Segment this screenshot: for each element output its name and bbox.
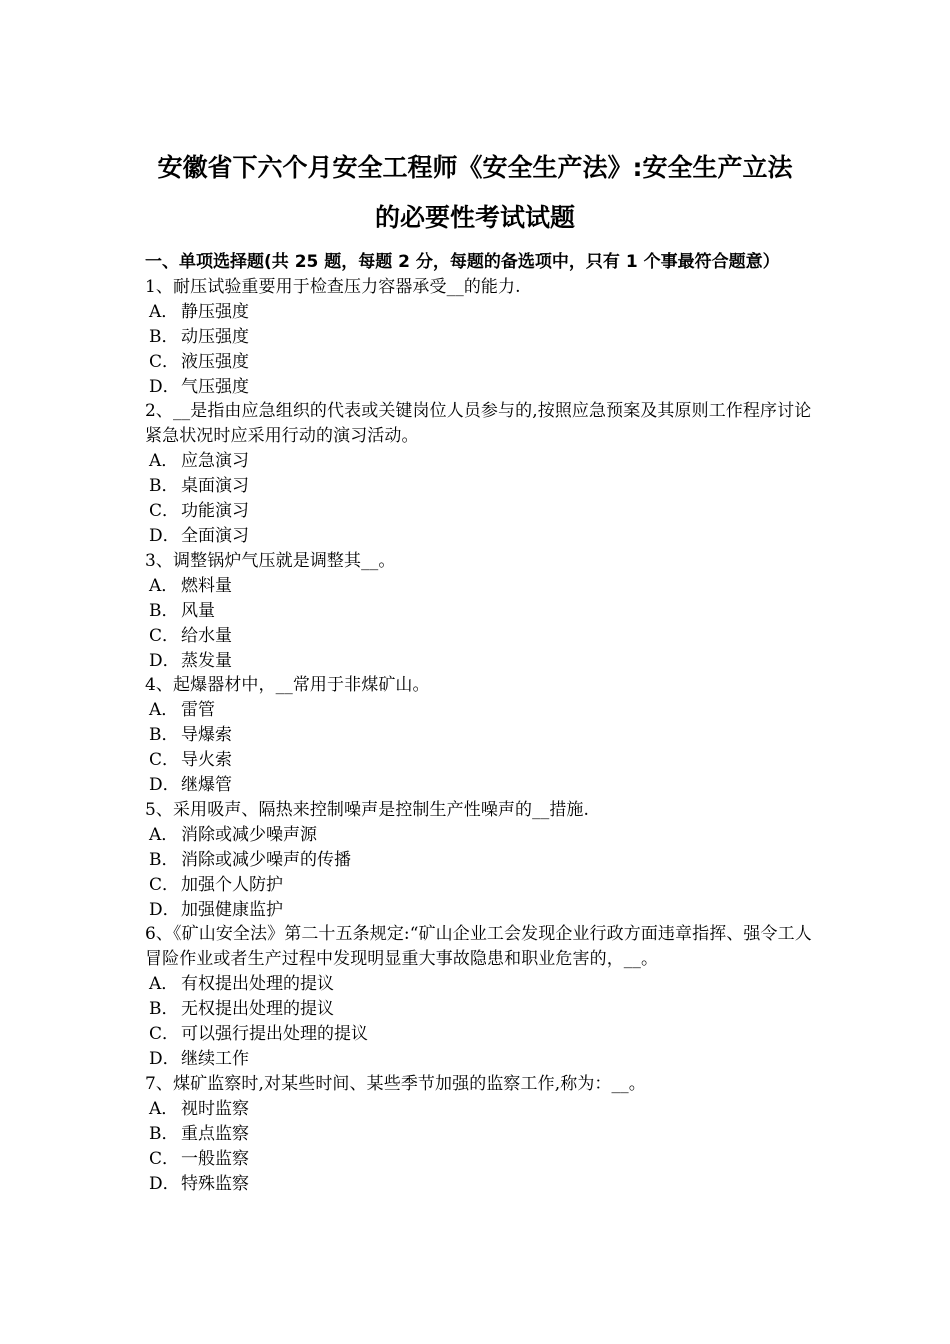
answer-option (145, 748, 825, 773)
option-text: 功能演习 (181, 501, 249, 522)
answer-option (145, 723, 825, 748)
option-text: 继爆管 (181, 775, 232, 796)
option-text: 特殊监察 (181, 1173, 249, 1194)
option-text: 燃料量 (181, 575, 232, 596)
answer-option (145, 898, 825, 923)
document-title-line-1: 安徽省下六个月安全工程师《安全生产法》:安全生产立法 (157, 153, 793, 182)
option-letter: D． (149, 899, 180, 920)
option-text: 消除或减少噪声源 (181, 824, 317, 845)
option-text: 继续工作 (181, 1049, 249, 1069)
option-letter: C． (149, 1024, 180, 1045)
option-letter: D． (149, 525, 180, 546)
option-text: 有权提出处理的提议 (181, 974, 334, 995)
option-text: 桌面演习 (181, 476, 249, 497)
document-content (145, 250, 825, 1196)
question-item (145, 275, 825, 400)
answer-option (145, 300, 825, 325)
option-letter: A． (149, 451, 179, 472)
answer-option (145, 649, 825, 674)
answer-option (145, 474, 825, 499)
option-letter: A． (149, 974, 179, 995)
option-letter: B． (149, 725, 179, 746)
answer-option (145, 1047, 825, 1072)
question-item (145, 549, 825, 674)
option-letter: C． (149, 750, 180, 771)
option-letter: D． (149, 1173, 180, 1194)
answer-option (145, 1097, 825, 1122)
option-text: 气压强度 (181, 376, 249, 397)
option-letter: C． (149, 874, 180, 895)
answer-option (145, 574, 825, 599)
option-letter: D． (149, 775, 180, 796)
question-item (145, 922, 825, 1071)
option-letter: C． (149, 625, 180, 646)
option-text: 应急演习 (181, 451, 249, 472)
answer-option (145, 524, 825, 549)
option-letter: A． (149, 301, 179, 322)
option-letter: C． (149, 501, 180, 522)
option-letter: D． (149, 650, 180, 671)
question-item (145, 1072, 825, 1197)
question-stem: 2、__是指由应急组织的代表或关键岗位人员参与的,按照应急预案及其原则工作程序讨论紧急状况时应采用行动的演习活动。 (145, 401, 812, 447)
option-text: 加强健康监护 (181, 899, 283, 920)
question-item (145, 673, 825, 798)
answer-option (145, 1022, 825, 1047)
option-letter: A． (149, 700, 179, 721)
option-letter: A． (149, 1098, 179, 1119)
option-letter: B． (149, 326, 179, 347)
answer-option (145, 1147, 825, 1172)
answer-option (145, 997, 825, 1022)
option-letter: D． (149, 376, 180, 397)
option-letter: C． (149, 351, 180, 372)
option-letter: B． (149, 999, 179, 1020)
option-text: 加强个人防护 (181, 874, 283, 895)
option-text: 静压强度 (181, 301, 249, 322)
option-text: 雷管 (181, 700, 215, 721)
question-stem: 4、起爆器材中，__常用于非煤矿山。 (145, 675, 430, 696)
document-title-line-2: 的必要性考试试题 (374, 203, 575, 232)
question-stem: 6、《矿山安全法》第二十五条规定:“矿山企业工会发现企业行政方面违章指挥、强令工人冒险作业或者生产过程中发现明显重大事故隐患和职业危害的，__。 (145, 924, 812, 970)
option-letter: B． (149, 849, 179, 870)
option-letter: C． (149, 1148, 180, 1169)
answer-option (145, 1122, 825, 1147)
question-list (145, 275, 825, 1197)
question-stem: 1、耐压试验重要用于检查压力容器承受__的能力. (145, 276, 521, 297)
option-text: 液压强度 (181, 351, 249, 372)
option-letter: D． (149, 1049, 180, 1069)
option-text: 重点监察 (181, 1123, 249, 1144)
option-text: 全面演习 (181, 525, 249, 546)
answer-option (145, 375, 825, 400)
question-stem: 5、采用吸声、隔热来控制噪声是控制生产性噪声的__措施. (145, 799, 590, 820)
option-letter: B． (149, 1123, 179, 1144)
option-text: 一般监察 (181, 1148, 249, 1169)
answer-option (145, 773, 825, 798)
answer-option (145, 873, 825, 898)
option-text: 风量 (181, 600, 215, 621)
answer-option (145, 599, 825, 624)
answer-option (145, 325, 825, 350)
option-text: 导爆索 (181, 725, 232, 746)
question-stem: 7、煤矿监察时,对某些时间、某些季节加强的监察工作,称为：__。 (145, 1073, 646, 1094)
option-letter: A． (149, 824, 179, 845)
answer-option (145, 1172, 825, 1197)
answer-option (145, 848, 825, 873)
option-letter: B． (149, 476, 179, 497)
answer-option (145, 624, 825, 649)
option-text: 给水量 (181, 625, 232, 646)
option-text: 无权提出处理的提议 (181, 999, 334, 1020)
option-text: 导火索 (181, 750, 232, 771)
question-stem: 3、调整锅炉气压就是调整其__。 (145, 550, 396, 571)
answer-option (145, 698, 825, 723)
answer-option (145, 823, 825, 848)
answer-option (145, 350, 825, 375)
section-heading: 一、单项选择题(共 25 题，每题 2 分，每题的备选项中，只有 1 个事最符合题意） (145, 252, 780, 272)
answer-option (145, 449, 825, 474)
option-text: 蒸发量 (181, 650, 232, 671)
option-text: 视时监察 (181, 1098, 249, 1119)
question-item (145, 399, 825, 548)
option-text: 消除或减少噪声的传播 (181, 849, 351, 870)
answer-option (145, 499, 825, 524)
answer-option (145, 972, 825, 997)
option-letter: A． (149, 575, 179, 596)
option-text: 动压强度 (181, 326, 249, 347)
option-text: 可以强行提出处理的提议 (181, 1024, 368, 1045)
question-item (145, 798, 825, 923)
option-letter: B． (149, 600, 179, 621)
